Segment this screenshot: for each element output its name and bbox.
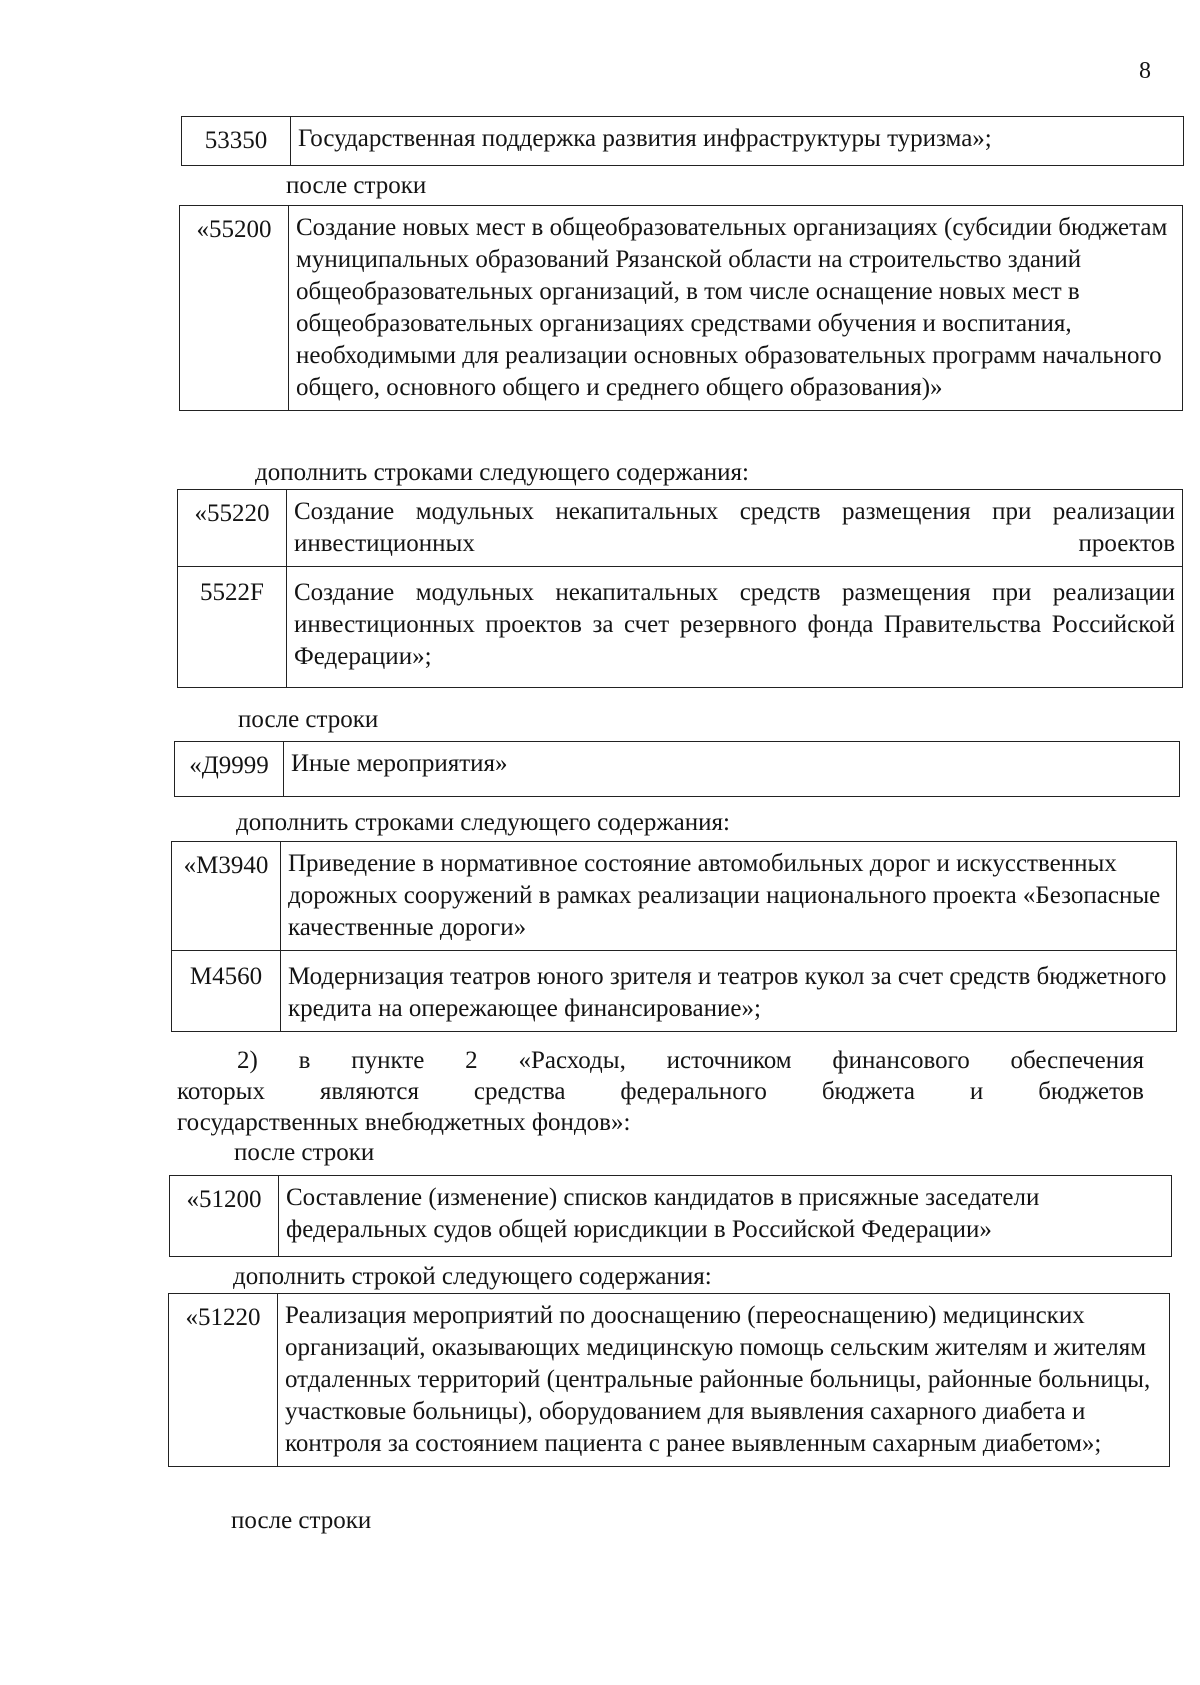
table-row-53350	[181, 116, 1184, 166]
item-2-line: 2) в пункте 2 «Расходы, источником финансового обеспечения	[237, 1047, 1144, 1074]
row-code: М4560	[172, 951, 281, 1032]
instruction-after-row: после строки	[234, 1139, 375, 1166]
table-row-55200	[179, 205, 1183, 411]
table-row-51220	[168, 1293, 1170, 1467]
instruction-add-rows: дополнить строками следующего содержания:	[236, 809, 730, 836]
row-code: «55220	[178, 490, 287, 567]
row-code: «51220	[169, 1294, 278, 1467]
table-row-51200	[169, 1175, 1172, 1257]
row-text: Создание модульных некапитальных средств размещения при реализации инвестиционных проектов за счет резервного фонда Правительства Российской Федерации»;	[287, 567, 1183, 688]
instruction-after-row: после строки	[231, 1507, 372, 1534]
row-text: Создание новых мест в общеобразовательных организациях (субсидии бюджетам муниципальных образований Рязанской области на строительство зданий общеобразовательных организаций, в том числе оснащение новых мест в общеобразовательных организациях средствами обучения и воспитания, необходимыми для реализации основных образовательных программ начального общего, основного общего и среднего общего образования)»	[289, 206, 1183, 411]
table-row-d9999	[174, 741, 1180, 797]
row-text: Иные мероприятия»	[284, 742, 1180, 797]
table-added-rows-5522	[177, 489, 1183, 688]
instruction-add-rows: дополнить строками следующего содержания:	[255, 459, 749, 486]
row-text: Государственная поддержка развития инфраструктуры туризма»;	[291, 117, 1184, 166]
row-text: Приведение в нормативное состояние автомобильных дорог и искусственных дорожных сооружений в рамках реализации национального проекта «Безопасные качественные дороги»	[281, 842, 1177, 951]
instruction-add-row: дополнить строкой следующего содержания:	[233, 1263, 712, 1290]
instruction-after-row: после строки	[238, 706, 379, 733]
row-code: «Д9999	[175, 742, 284, 797]
item-2-line: которых являются средства федерального бюджета и бюджетов	[177, 1078, 1144, 1105]
page-number: 8	[1139, 58, 1151, 84]
item-2-line: государственных внебюджетных фондов»:	[177, 1109, 631, 1136]
row-code: 5522F	[178, 567, 287, 688]
row-text: Создание модульных некапитальных средств размещения при реализации инвестиционных проектов	[287, 490, 1183, 567]
row-text: Составление (изменение) списков кандидатов в присяжные заседатели федеральных судов общей юрисдикции в Российской Федерации»	[279, 1176, 1172, 1257]
item-2-paragraph	[177, 1045, 1144, 1138]
row-code: 53350	[182, 117, 291, 166]
instruction-after-row: после строки	[286, 172, 427, 199]
table-added-rows-m	[171, 841, 1177, 1032]
row-code: «51200	[170, 1176, 279, 1257]
row-text: Модернизация театров юного зрителя и театров кукол за счет средств бюджетного кредита на опережающее финансирование»;	[281, 951, 1177, 1032]
row-code: «М3940	[172, 842, 281, 951]
row-text: Реализация мероприятий по дооснащению (переоснащению) медицинских организаций, оказывающих медицинскую помощь сельским жителям и жителям отдаленных территорий (центральные районные больницы, районные больницы, участковые больницы), оборудованием для выявления сахарного диабета и контроля за состоянием пациента с ранее выявленным сахарным диабетом»;	[278, 1294, 1170, 1467]
row-code: «55200	[180, 206, 289, 411]
